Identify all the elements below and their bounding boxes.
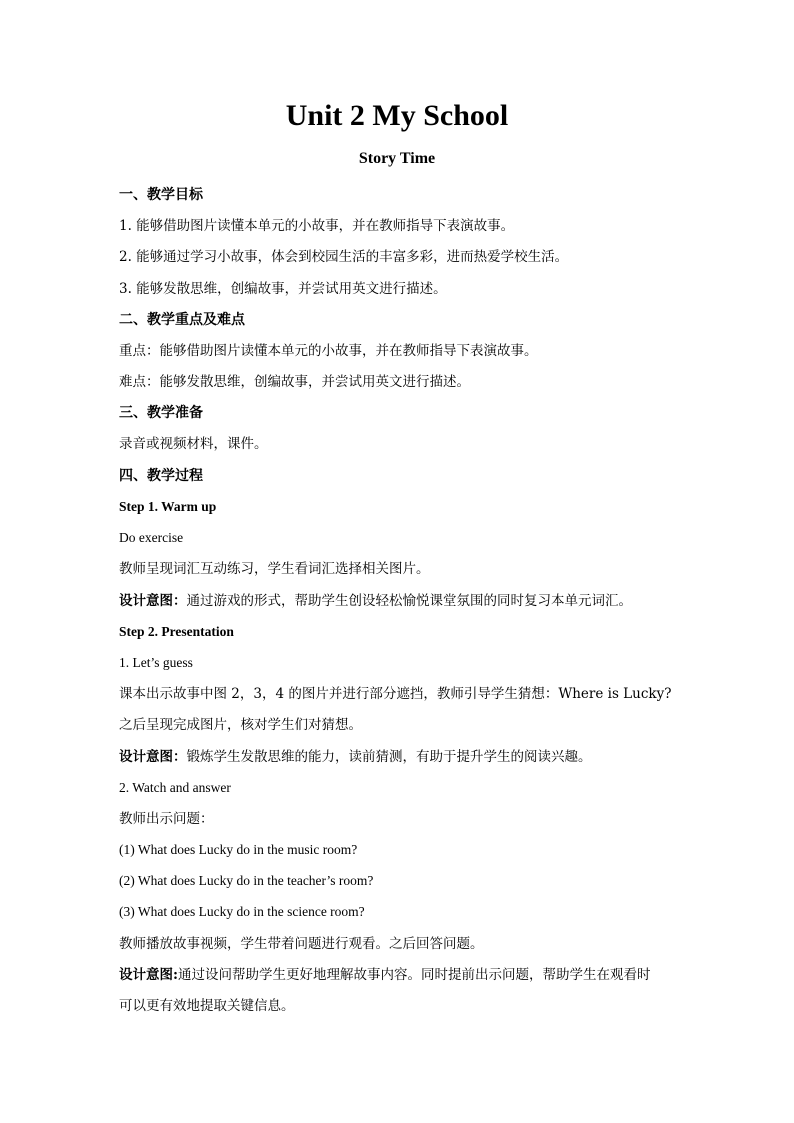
section-heading-process: 四、教学过程 — [119, 468, 203, 484]
design-intent-label: 设计意图： — [119, 593, 187, 609]
design-intent-label: 设计意图： — [119, 749, 187, 765]
document-title: Unit 2 My School — [285, 99, 509, 132]
question-item: (3) What does Lucky do in the science room? — [119, 904, 365, 919]
objective-item: 2. 能够通过学习小故事，体会到校园生活的丰富多彩，进而热爱学校生活。 — [119, 249, 569, 265]
step2-design-intent-1 — [119, 746, 699, 768]
step2-sub2-lead: 教师出示问题： — [119, 811, 214, 827]
design-intent-text: 通过游戏的形式，帮助学生创设轻松愉悦课堂氛围的同时复习本单元词汇。 — [186, 593, 632, 609]
section-heading-objectives: 一、教学目标 — [119, 187, 203, 203]
preparation-text: 录音或视频材料，课件。 — [119, 436, 268, 452]
step2-sub1-desc-line1: 课本出示故事中图 2，3，4 的图片并进行部分遮挡，教师引导学生猜想：Where is Lucky? — [119, 686, 672, 702]
step1-title: Step 1. Warm up — [119, 499, 217, 514]
step2-design-intent-2 — [119, 964, 699, 986]
step1-description: 教师呈现词汇互动练习，学生看词汇选择相关图片。 — [119, 561, 430, 577]
step2-sub2-title: 2. Watch and answer — [119, 780, 231, 795]
objective-item: 3. 能够发散思维，创编故事，并尝试用英文进行描述。 — [119, 281, 447, 297]
design-intent-text: 锻炼学生发散思维的能力，读前猜测，有助于提升学生的阅读兴趣。 — [186, 749, 592, 765]
section-heading-key-points: 二、教学重点及难点 — [119, 312, 245, 328]
section-heading-preparation: 三、教学准备 — [119, 405, 203, 421]
question-item: (2) What does Lucky do in the teacher’s room? — [119, 873, 374, 888]
document-subtitle: Story Time — [358, 150, 436, 167]
step2-sub2-description: 教师播放故事视频，学生带着问题进行观看。之后回答问题。 — [119, 936, 484, 952]
objective-item: 1. 能够借助图片读懂本单元的小故事，并在教师指导下表演故事。 — [119, 218, 515, 234]
key-point-text: 重点：能够借助图片读懂本单元的小故事，并在教师指导下表演故事。 — [119, 343, 538, 359]
step1-activity: Do exercise — [119, 530, 184, 545]
design-intent-label: 设计意图: — [119, 967, 178, 983]
difficult-point-text: 难点：能够发散思维，创编故事，并尝试用英文进行描述。 — [119, 374, 470, 390]
step2-title: Step 2. Presentation — [119, 624, 234, 639]
design-intent-text: 通过设问帮助学生更好地理解故事内容。同时提前出示问题，帮助学生在观看时 — [177, 967, 651, 983]
step1-design-intent — [119, 590, 699, 612]
step2-sub1-desc-line2: 之后呈现完成图片，核对学生们对猜想。 — [119, 717, 362, 733]
step2-design-intent-2-cont: 可以更有效地提取关键信息。 — [119, 998, 295, 1014]
question-item: (1) What does Lucky do in the music room? — [119, 842, 358, 857]
step2-sub1-title: 1. Let’s guess — [119, 655, 193, 670]
